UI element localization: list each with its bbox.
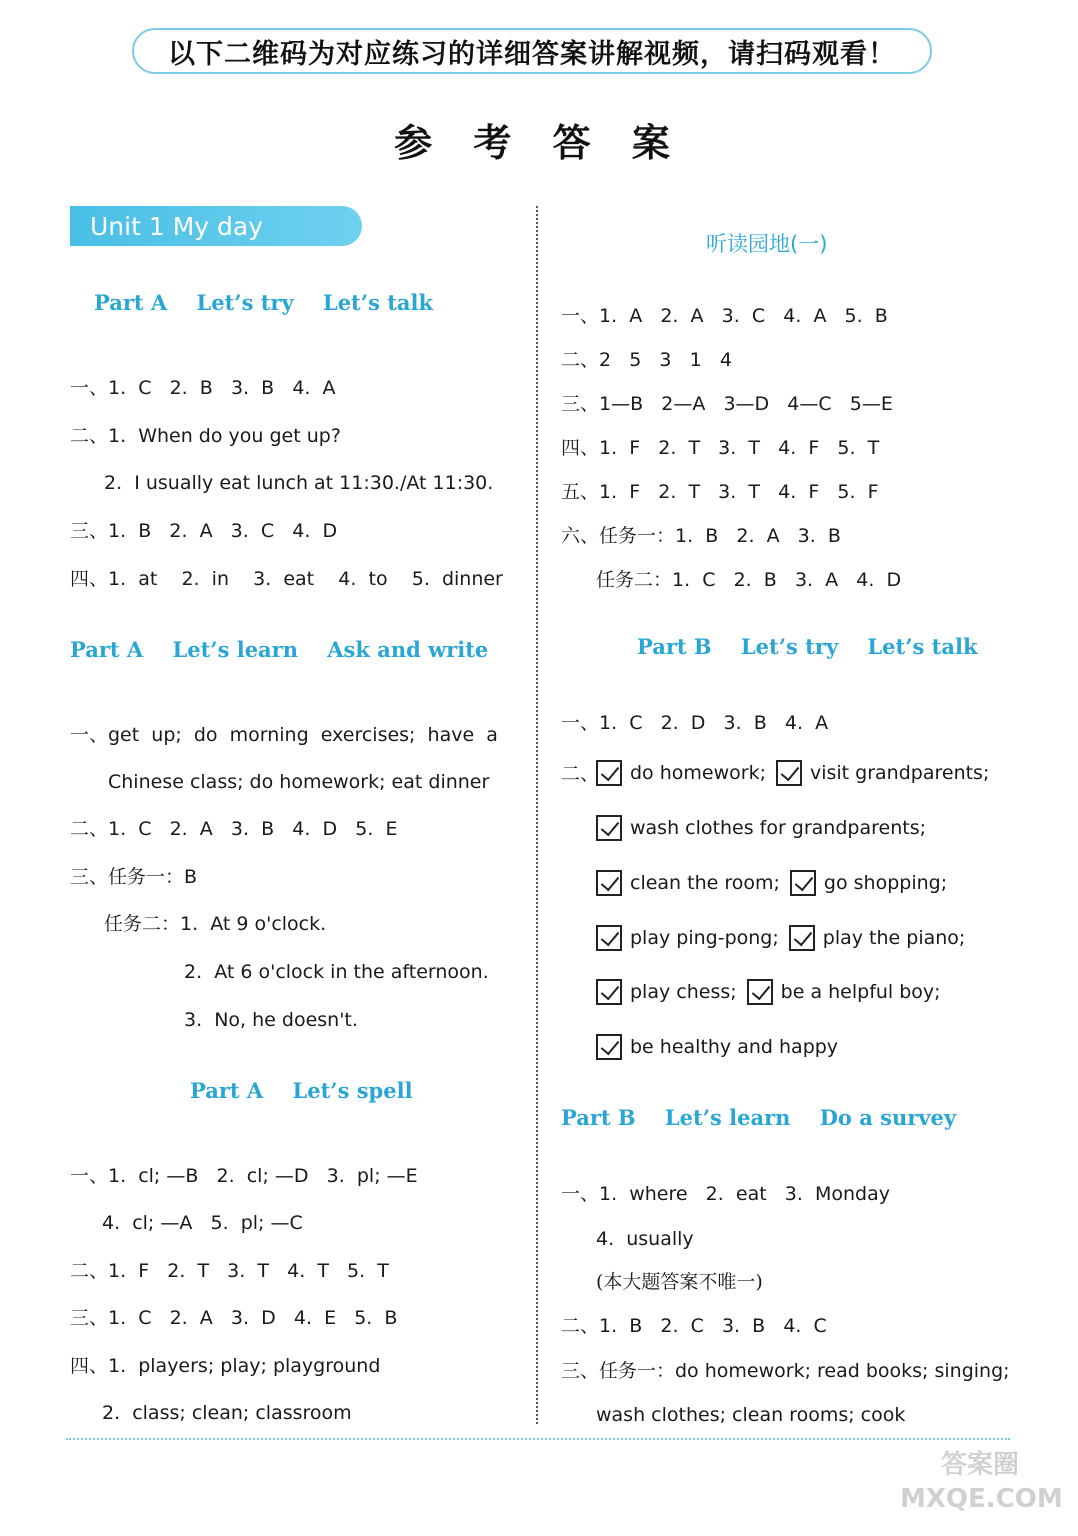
- answer-line: 一、1. C 2. B 3. B 4. A: [70, 377, 336, 399]
- answer-line: 任务二：1. At 9 o'clock.: [104, 913, 327, 935]
- checklist-item: go shopping;: [823, 872, 948, 894]
- watermark-logo: [900, 1448, 1063, 1528]
- answer-line: 四、1. players; play; playground: [70, 1355, 381, 1377]
- answer-line: 二、2 5 3 1 4: [561, 349, 732, 371]
- section-heading: Part A Let’s try Let’s talk: [94, 290, 434, 315]
- checklist-row: [596, 979, 941, 1005]
- checkmark-icon: [747, 979, 773, 1005]
- answer-line: 一、1. cl; —B 2. cl; —D 3. pl; —E: [70, 1165, 418, 1187]
- answer-line: 五、1. F 2. T 3. T 4. F 5. F: [561, 481, 879, 503]
- checklist-item: wash clothes for grandparents;: [630, 817, 926, 839]
- answer-line: 二、1. When do you get up?: [70, 425, 341, 447]
- checkmark-icon: [596, 979, 622, 1005]
- answer-line: 二、1. C 2. A 3. B 4. D 5. E: [70, 818, 398, 840]
- answer-line: 4. usually: [596, 1228, 694, 1250]
- checklist-item: be a helpful boy;: [780, 981, 941, 1003]
- checkmark-icon: [596, 925, 622, 951]
- checklist-item: visit grandparents;: [809, 762, 990, 784]
- answer-line: 四、1. F 2. T 3. T 4. F 5. T: [561, 437, 880, 459]
- answer-line: 一、1. C 2. D 3. B 4. A: [561, 712, 829, 734]
- answer-line: 二、1. B 2. C 3. B 4. C: [561, 1315, 827, 1337]
- checklist-item: play chess;: [630, 981, 737, 1003]
- checklist-row: [596, 760, 989, 786]
- video-banner: [132, 28, 932, 74]
- answer-line: 一、1. A 2. A 3. C 4. A 5. B: [561, 305, 888, 327]
- answer-line: 三、1—B 2—A 3—D 4—C 5—E: [561, 393, 893, 415]
- answer-line: 三、1. B 2. A 3. C 4. D: [70, 520, 338, 542]
- answer-line: 三、1. C 2. A 3. D 4. E 5. B: [70, 1307, 398, 1329]
- unit-title: Unit 1 My day: [90, 211, 263, 241]
- answer-line: 一、1. where 2. eat 3. Monday: [561, 1183, 891, 1205]
- answer-note: (本大题答案不唯一): [596, 1271, 763, 1293]
- section-heading: Part B Let’s learn Do a survey: [561, 1105, 957, 1130]
- watermark-text: MXQE.COM: [900, 1484, 1063, 1514]
- checkmark-icon: [790, 870, 816, 896]
- checklist-item: do homework;: [630, 762, 766, 784]
- checkmark-icon: [596, 1034, 622, 1060]
- section-heading: Part B Let’s try Let’s talk: [637, 634, 978, 659]
- checkmark-icon: [596, 870, 622, 896]
- checkmark-icon: [596, 815, 622, 841]
- checklist-row: [596, 1034, 838, 1060]
- answer-line: 4. cl; —A 5. pl; —C: [102, 1212, 303, 1234]
- checkmark-icon: [596, 760, 622, 786]
- section-heading: Part A Let’s learn Ask and write: [70, 637, 489, 662]
- answer-line: 2. At 6 o'clock in the afternoon.: [184, 961, 489, 983]
- answer-line: 三、任务一：B: [70, 866, 198, 888]
- unit-title-banner: [70, 206, 362, 246]
- checklist-row: [596, 870, 947, 896]
- checklist-row: [596, 925, 965, 951]
- answer-line: 四、1. at 2. in 3. eat 4. to 5. dinner: [70, 568, 503, 590]
- checklist-item: be healthy and happy: [630, 1036, 839, 1058]
- page-title: 参 考 答 案: [394, 120, 684, 165]
- answer-line: 任务二：1. C 2. B 3. A 4. D: [596, 569, 902, 591]
- watermark-text: 答案圈: [940, 1450, 1019, 1480]
- answer-line: 一、get up; do morning exercises; have a: [70, 724, 498, 746]
- checkmark-icon: [776, 760, 802, 786]
- bottom-divider: [66, 1438, 1010, 1440]
- checkmark-icon: [789, 925, 815, 951]
- checklist-item: play the piano;: [822, 927, 966, 949]
- answer-line: wash clothes; clean rooms; cook: [596, 1404, 906, 1426]
- column-divider: [536, 206, 538, 1424]
- answer-line: 二、1. F 2. T 3. T 4. T 5. T: [70, 1260, 389, 1282]
- answer-line: 三、任务一：do homework; read books; singing;: [561, 1360, 1010, 1382]
- answer-line: 3. No, he doesn't.: [184, 1009, 358, 1031]
- checklist-item: play ping-pong;: [630, 927, 779, 949]
- checklist-row: [596, 815, 926, 841]
- answer-line: 2. I usually eat lunch at 11:30./At 11:30.: [104, 472, 494, 494]
- answer-line: 2. class; clean; classroom: [102, 1402, 352, 1424]
- checklist-item: clean the room;: [630, 872, 780, 894]
- checklist-prefix: 二、: [561, 763, 600, 785]
- answer-line: 六、任务一：1. B 2. A 3. B: [561, 525, 841, 547]
- section-heading: Part A Let’s spell: [190, 1078, 413, 1103]
- banner-text: 以下二维码为对应练习的详细答案讲解视频，请扫码观看！: [168, 38, 896, 70]
- answer-line: Chinese class; do homework; eat dinner: [108, 771, 490, 793]
- section-heading: 听读园地(一): [706, 232, 828, 256]
